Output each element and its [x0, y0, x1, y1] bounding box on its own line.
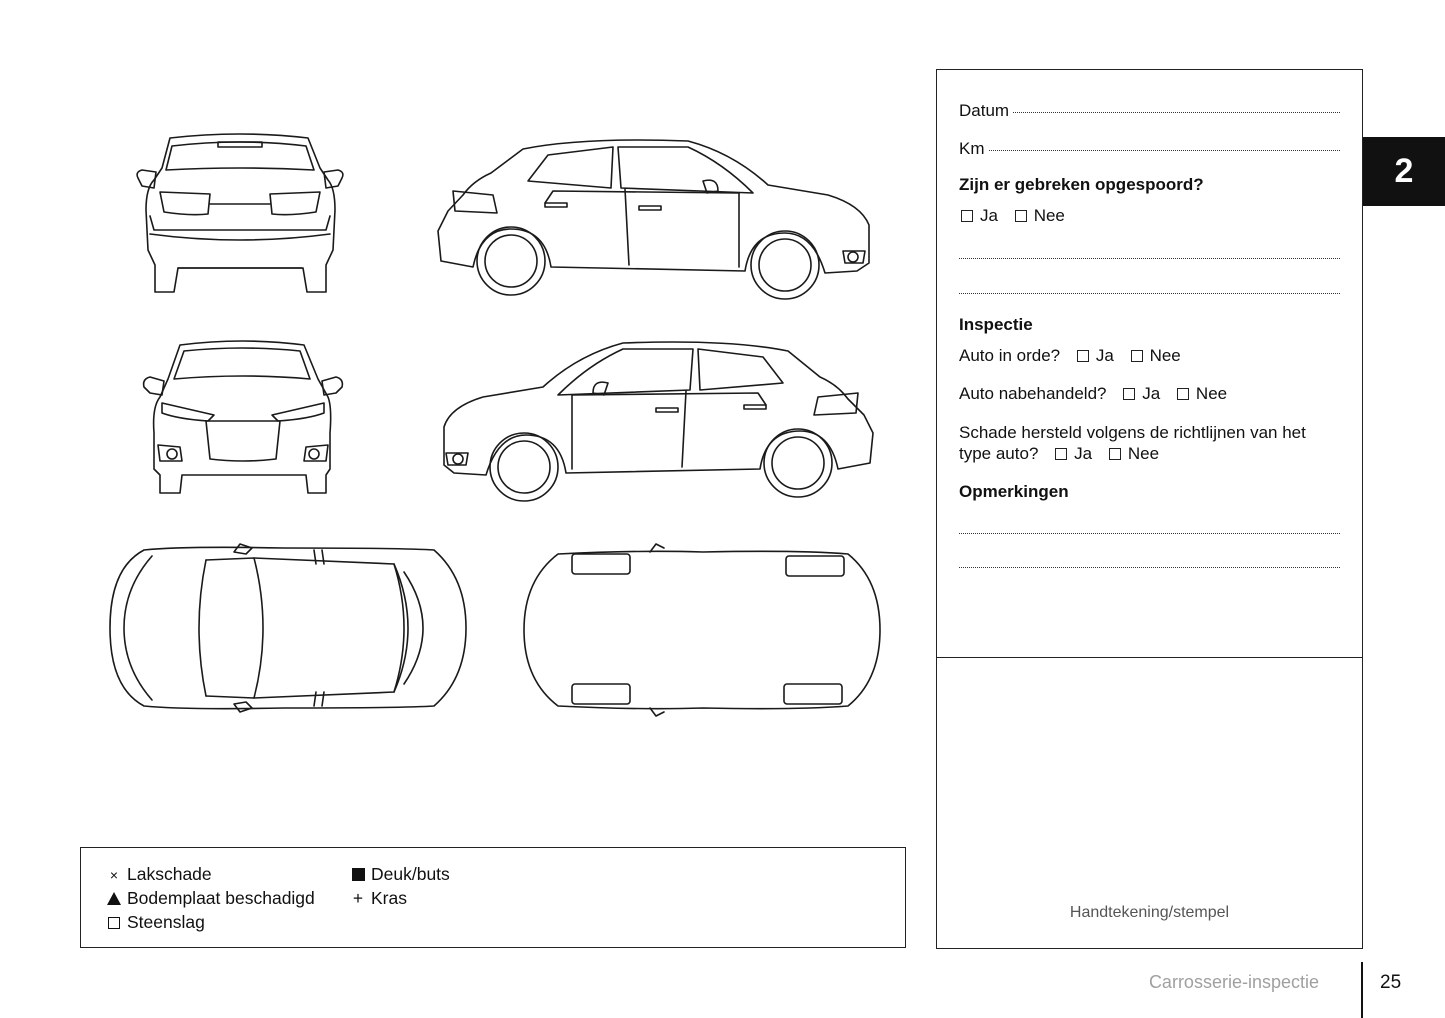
footer-divider	[1361, 962, 1363, 1018]
defects-question: Zijn er gebreken opgespoord?	[959, 175, 1204, 194]
car-ok-question: Auto in orde?	[959, 346, 1061, 365]
filled-triangle-icon	[107, 892, 121, 905]
car-ok-no-checkbox[interactable]	[1131, 350, 1143, 362]
inspection-heading: Inspectie	[959, 315, 1033, 334]
legend-item-bodemplaat	[103, 887, 315, 909]
damage-legend	[80, 847, 906, 948]
repair-question-line-1: Schade hersteld volgens de richtlijnen van het	[959, 423, 1306, 442]
remarks-line-1[interactable]	[959, 533, 1340, 534]
remarks-line-2[interactable]	[959, 567, 1340, 568]
legend-item-kras	[347, 887, 407, 909]
no-label: Nee	[1127, 444, 1160, 463]
filled-square-icon	[352, 868, 365, 881]
signature-label: Handtekening/stempel	[1069, 904, 1230, 921]
car-side-view-right	[433, 133, 883, 303]
datum-input-line[interactable]	[1013, 112, 1340, 113]
section-title: Carrosserie-inspectie	[1148, 972, 1319, 992]
page-number: 25	[1380, 972, 1402, 993]
legend-label: Lakschade	[127, 864, 212, 884]
legend-item-steenslag	[103, 911, 205, 933]
remarks-heading: Opmerkingen	[959, 482, 1069, 501]
defects-no-checkbox[interactable]	[1015, 210, 1027, 222]
legend-item-lakschade	[103, 863, 212, 886]
no-label: Nee	[1195, 384, 1228, 403]
km-label: Km	[959, 139, 985, 158]
post-treated-question: Auto nabehandeld?	[959, 384, 1107, 403]
repair-no-checkbox[interactable]	[1109, 448, 1121, 460]
legend-label: Bodemplaat beschadigd	[127, 888, 315, 908]
defects-options	[959, 205, 1344, 226]
post-treated-row	[959, 383, 1344, 404]
defects-yes-checkbox[interactable]	[961, 210, 973, 222]
no-label: Nee	[1149, 346, 1181, 365]
yes-label: Ja	[1142, 384, 1161, 403]
legend-label: Steenslag	[127, 912, 205, 932]
legend-item-deuk	[347, 863, 450, 885]
car-front-view	[138, 337, 348, 497]
datum-field[interactable]	[959, 100, 1340, 121]
repair-row	[959, 443, 1344, 464]
chapter-tab: 2	[1363, 137, 1445, 206]
plus-icon: +	[352, 888, 364, 908]
km-input-line[interactable]	[989, 150, 1341, 151]
car-rear-view	[130, 130, 350, 298]
car-underbody-view	[518, 540, 888, 720]
car-ok-yes-checkbox[interactable]	[1077, 350, 1089, 362]
empty-square-icon	[108, 917, 120, 929]
car-side-view-left	[438, 335, 878, 505]
no-label: Nee	[1033, 206, 1065, 225]
legend-label: Deuk/buts	[371, 864, 450, 884]
yes-label: Ja	[1095, 346, 1114, 365]
car-ok-row	[959, 345, 1344, 366]
legend-label: Kras	[371, 888, 407, 908]
yes-label: Ja	[980, 206, 998, 225]
post-treated-no-checkbox[interactable]	[1177, 388, 1189, 400]
car-top-view	[104, 538, 474, 718]
yes-label: Ja	[1074, 444, 1093, 463]
defects-note-line-2[interactable]	[959, 293, 1340, 294]
post-treated-yes-checkbox[interactable]	[1123, 388, 1135, 400]
defects-note-line-1[interactable]	[959, 258, 1340, 259]
inspection-form	[936, 69, 1363, 949]
km-field[interactable]	[959, 138, 1340, 159]
repair-question-line-2: type auto?	[959, 444, 1039, 463]
datum-label: Datum	[959, 101, 1010, 120]
cross-icon: ×	[109, 867, 119, 883]
repair-yes-checkbox[interactable]	[1055, 448, 1067, 460]
panel-divider	[937, 657, 1362, 658]
